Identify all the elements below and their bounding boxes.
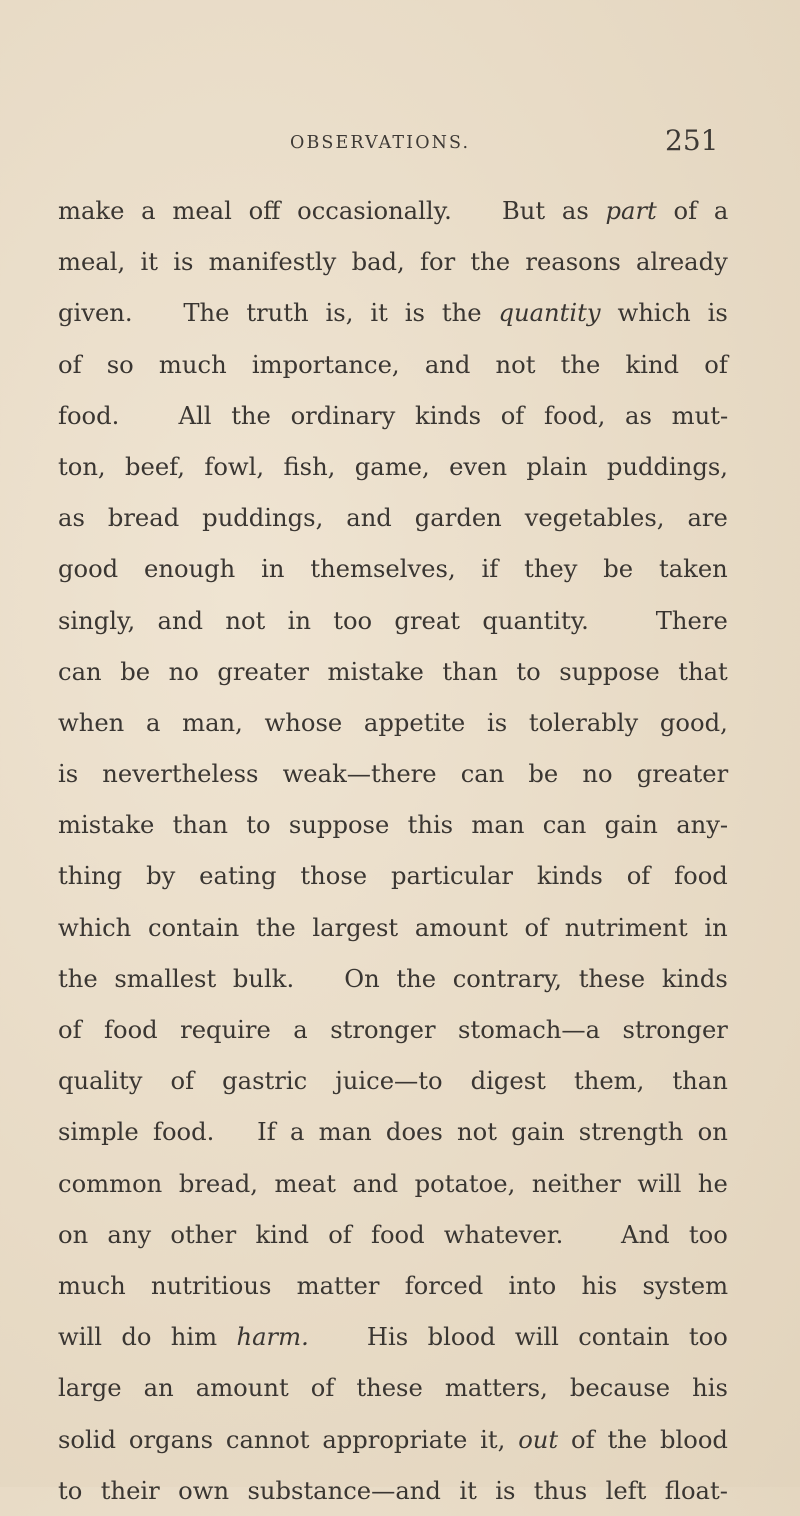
text-line — [58, 339, 728, 390]
text-segment: on any other kind of food whatever. And too — [58, 1219, 728, 1249]
text-segment: food. All the ordinary kinds of food, as mut- — [58, 400, 729, 430]
text-segment: mistake than to suppose this man can gain any- — [58, 810, 729, 840]
text-line — [58, 441, 728, 492]
text-segment: can be no greater mistake than to suppose that — [58, 656, 728, 686]
text-line — [58, 953, 728, 1004]
text-line — [58, 543, 728, 594]
italic-text: quantity — [498, 298, 601, 328]
text-line — [58, 697, 728, 748]
text-segment: which is — [600, 298, 728, 328]
text-segment: is nevertheless weak—there can be no greater — [58, 759, 729, 789]
text-segment: simple food. If a man does not gain strength on — [58, 1117, 728, 1147]
text-segment: singly, and not in too great quantity. There — [58, 605, 728, 635]
text-line — [58, 287, 728, 338]
text-line — [58, 1362, 728, 1413]
text-segment: ton, beef, fowl, fish, game, even plain puddings, — [58, 451, 728, 481]
text-segment: given. The truth is, it is the — [58, 298, 499, 328]
text-segment: of a — [656, 196, 729, 225]
text-line — [58, 748, 728, 799]
body-text — [58, 185, 738, 1516]
text-segment: His blood will contain too — [308, 1322, 728, 1352]
text-line — [58, 646, 728, 697]
text-segment: when a man, whose appetite is tolerably good, — [58, 707, 728, 737]
italic-text: out — [518, 1424, 559, 1454]
text-segment: much nutritious matter forced into his system — [58, 1270, 729, 1300]
text-line — [58, 185, 728, 236]
text-segment: to their own substance—and it is thus left float- — [58, 1475, 728, 1505]
text-segment: quality of gastric juice—to digest them, than — [58, 1066, 728, 1096]
text-line — [58, 1106, 728, 1157]
text-segment: the smallest bulk. On the contrary, these kinds — [58, 963, 728, 993]
text-segment: common bread, meat and potatoe, neither will he — [58, 1168, 728, 1198]
text-line — [58, 390, 728, 441]
text-line — [58, 799, 728, 850]
italic-text: harm. — [236, 1322, 309, 1352]
text-line — [58, 1465, 728, 1516]
text-line — [58, 1260, 728, 1311]
running-head: OBSERVATIONS. — [290, 132, 471, 153]
text-line — [58, 236, 728, 287]
text-segment: which contain the largest amount of nutriment in — [58, 912, 728, 942]
text-line — [58, 850, 728, 901]
text-segment: of the blood — [558, 1424, 728, 1454]
text-line — [58, 1004, 728, 1055]
italic-text: part — [605, 196, 657, 225]
text-segment: as bread puddings, and garden vegetables, are — [58, 503, 728, 533]
text-segment: make a meal off occasionally. But as — [58, 196, 606, 225]
text-segment: of food require a stronger stomach—a stronger — [58, 1015, 728, 1044]
text-segment: thing by eating those particular kinds of food — [58, 861, 728, 891]
text-segment: meal, it is manifestly bad, for the reasons already — [58, 247, 728, 277]
text-line — [58, 1158, 728, 1209]
text-segment: good enough in themselves, if they be taken — [58, 554, 728, 584]
text-line — [58, 1055, 728, 1106]
text-line — [58, 1414, 728, 1465]
text-segment: solid organs cannot appropriate it, — [58, 1424, 519, 1454]
text-line — [58, 595, 728, 646]
text-segment: of so much importance, and not the kind of — [58, 349, 728, 379]
text-segment: large an amount of these matters, because his — [58, 1373, 728, 1403]
text-line — [58, 902, 728, 953]
text-line — [58, 1311, 728, 1362]
text-line — [58, 1209, 728, 1260]
text-segment: will do him — [58, 1322, 237, 1352]
text-line — [58, 492, 728, 543]
page-number: 251 — [665, 124, 719, 157]
